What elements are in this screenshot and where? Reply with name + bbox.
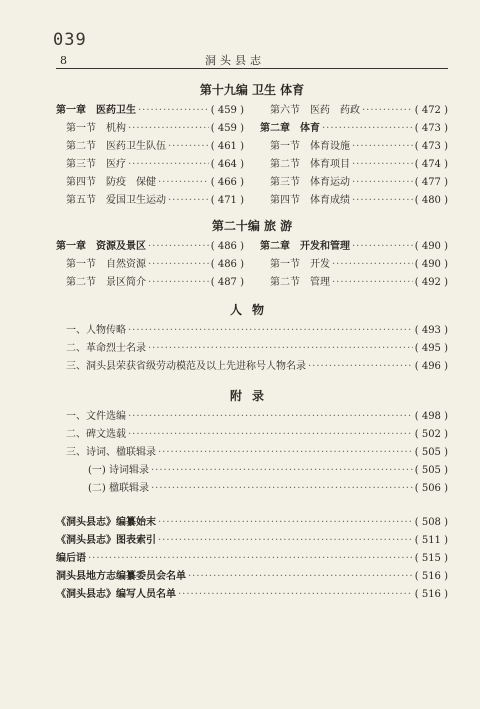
- leader-dots: [138, 102, 209, 120]
- toc-entry[interactable]: [56, 568, 448, 586]
- entry-label: 一、人物传略: [66, 325, 126, 336]
- entry-page: ( 459 ): [210, 123, 244, 134]
- entry-label: 二、革命烈士名录: [66, 343, 146, 354]
- entry-label: 第一节 机构: [66, 123, 126, 134]
- entry-label: (一) 诗词辑录: [88, 465, 149, 476]
- leader-dots: [148, 238, 209, 256]
- leader-dots: [158, 444, 413, 462]
- toc-entry[interactable]: [56, 358, 448, 376]
- toc-entry[interactable]: [260, 138, 448, 156]
- section-title-appendix: 附录: [229, 389, 274, 403]
- section-19-right: [260, 102, 448, 210]
- leader-dots: [128, 408, 413, 426]
- leader-dots: [88, 550, 413, 568]
- entry-label: 《洞头县志》编写人员名单: [56, 589, 176, 600]
- leader-dots: [158, 514, 413, 532]
- entry-label: 第二章 体育: [260, 123, 320, 134]
- entry-label: 第一章 资源及景区: [56, 241, 146, 252]
- entry-page: ( 508 ): [414, 517, 448, 528]
- entry-label: 三、洞头县荣获省级劳动模范及以上先进称号人物名录: [66, 361, 306, 372]
- toc-entry[interactable]: [56, 174, 244, 192]
- toc-entry[interactable]: [56, 120, 244, 138]
- leader-dots: [308, 358, 413, 376]
- running-title: 洞头县志: [205, 54, 265, 67]
- section-title-19: 第十九编 卫生 体育: [199, 83, 305, 97]
- entry-page: ( 486 ): [210, 241, 244, 252]
- toc-entry[interactable]: [56, 480, 448, 498]
- section-20-left: [56, 238, 244, 292]
- entry-page: ( 490 ): [414, 241, 448, 252]
- leader-dots: [178, 586, 413, 604]
- spacer: [56, 498, 448, 514]
- toc-entry[interactable]: [56, 192, 244, 210]
- entry-label: 第二节 体育项目: [270, 159, 350, 170]
- entry-label: 第六节 医药 药政: [270, 105, 360, 116]
- entry-label: 《洞头县志》编纂始末: [56, 517, 156, 528]
- entry-label: 第二节 景区简介: [66, 277, 146, 288]
- toc-entry[interactable]: [260, 120, 448, 138]
- entry-label: 第二节 医药卫生队伍: [66, 141, 166, 152]
- entry-label: 一、文件选编: [66, 411, 126, 422]
- section-19-columns: [56, 102, 448, 210]
- entry-page: ( 515 ): [414, 553, 448, 564]
- entry-page: ( 505 ): [414, 465, 448, 476]
- toc-entry[interactable]: [260, 174, 448, 192]
- section-20-columns: [56, 238, 448, 292]
- entry-page: ( 477 ): [414, 177, 448, 188]
- entry-label: 第一节 自然资源: [66, 259, 146, 270]
- toc-entry[interactable]: [56, 340, 448, 358]
- leader-dots: [148, 340, 413, 358]
- entry-page: ( 490 ): [414, 259, 448, 270]
- entry-page: ( 487 ): [210, 277, 244, 288]
- leader-dots: [148, 256, 209, 274]
- appendix-list: [56, 408, 448, 498]
- leader-dots: [332, 274, 413, 292]
- leader-dots: [352, 238, 413, 256]
- entry-page: ( 516 ): [414, 589, 448, 600]
- entry-page: ( 502 ): [414, 429, 448, 440]
- toc-entry[interactable]: [260, 274, 448, 292]
- entry-label: 第四节 体育成绩: [270, 195, 350, 206]
- toc-entry[interactable]: [56, 102, 244, 120]
- leader-dots: [332, 256, 413, 274]
- leader-dots: [352, 192, 413, 210]
- entry-label: 第一节 体育设施: [270, 141, 350, 152]
- leader-dots: [128, 426, 413, 444]
- section-title-20: 第二十编 旅 游: [211, 219, 293, 233]
- entry-page: ( 496 ): [414, 361, 448, 372]
- entry-page: ( 505 ): [414, 447, 448, 458]
- entry-label: 第四节 防疫 保健: [66, 177, 156, 188]
- entry-label: 编后语: [56, 553, 86, 564]
- toc-entry[interactable]: [56, 156, 244, 174]
- entry-page: ( 516 ): [414, 571, 448, 582]
- section-title-people: 人物: [229, 303, 274, 317]
- entry-label: 二、碑文选载: [66, 429, 126, 440]
- entry-page: ( 472 ): [414, 105, 448, 116]
- entry-label: 洞头县地方志编纂委员会名单: [56, 571, 186, 582]
- entry-page: ( 511 ): [414, 535, 448, 546]
- leader-dots: [158, 174, 209, 192]
- page-number: 8: [60, 54, 67, 67]
- toc-entry[interactable]: [260, 156, 448, 174]
- people-list: [56, 322, 448, 376]
- entry-page: ( 464 ): [210, 159, 244, 170]
- toc-entry[interactable]: [56, 444, 448, 462]
- toc-entry[interactable]: [260, 192, 448, 210]
- entry-label: 三、诗词、楹联辑录: [66, 447, 156, 458]
- entry-page: ( 473 ): [414, 123, 448, 134]
- entry-label: 第五节 爱国卫生运动: [66, 195, 166, 206]
- back-matter-list: [56, 514, 448, 604]
- entry-label: 第二章 开发和管理: [260, 241, 350, 252]
- toc-entry[interactable]: [56, 238, 244, 256]
- leader-dots: [128, 120, 209, 138]
- entry-page: ( 486 ): [210, 259, 244, 270]
- entry-label: 《洞头县志》图表索引: [56, 535, 156, 546]
- entry-page: ( 473 ): [414, 141, 448, 152]
- entry-page: ( 466 ): [210, 177, 244, 188]
- entry-label: 第一节 开发: [270, 259, 330, 270]
- toc-entry[interactable]: [260, 238, 448, 256]
- toc-entry[interactable]: [56, 586, 448, 604]
- entry-page: ( 480 ): [414, 195, 448, 206]
- leader-dots: [352, 174, 413, 192]
- toc-entry[interactable]: [56, 462, 448, 480]
- leader-dots: [148, 274, 209, 292]
- section-19-left: [56, 102, 244, 210]
- toc-content: [56, 78, 448, 604]
- leader-dots: [128, 156, 209, 174]
- leader-dots: [168, 138, 209, 156]
- entry-page: ( 459 ): [210, 105, 244, 116]
- leader-dots: [322, 120, 413, 138]
- entry-page: ( 498 ): [414, 411, 448, 422]
- toc-entry[interactable]: [56, 322, 448, 340]
- leader-dots: [352, 156, 413, 174]
- leader-dots: [168, 192, 209, 210]
- toc-entry[interactable]: [56, 532, 448, 550]
- entry-page: ( 506 ): [414, 483, 448, 494]
- entry-label: 第一章 医药卫生: [56, 105, 136, 116]
- leader-dots: [151, 462, 413, 480]
- page-stamp: 039: [53, 30, 87, 50]
- section-20-right: [260, 238, 448, 292]
- entry-page: ( 492 ): [414, 277, 448, 288]
- entry-page: ( 493 ): [414, 325, 448, 336]
- leader-dots: [158, 532, 413, 550]
- entry-label: 第三节 医疗: [66, 159, 126, 170]
- entry-page: ( 495 ): [414, 343, 448, 354]
- leader-dots: [362, 102, 413, 120]
- entry-label: (二) 楹联辑录: [88, 483, 149, 494]
- toc-entry[interactable]: [260, 102, 448, 120]
- toc-entry[interactable]: [260, 256, 448, 274]
- entry-label: 第二节 管理: [270, 277, 330, 288]
- entry-page: ( 471 ): [210, 195, 244, 206]
- entry-label: 第三节 体育运动: [270, 177, 350, 188]
- leader-dots: [352, 138, 413, 156]
- leader-dots: [188, 568, 413, 586]
- toc-entry[interactable]: [56, 274, 244, 292]
- header-rule: [56, 68, 448, 69]
- toc-entry[interactable]: [56, 514, 448, 532]
- toc-entry[interactable]: [56, 138, 244, 156]
- leader-dots: [151, 480, 413, 498]
- toc-entry[interactable]: [56, 408, 448, 426]
- toc-entry[interactable]: [56, 256, 244, 274]
- entry-page: ( 474 ): [414, 159, 448, 170]
- toc-entry[interactable]: [56, 550, 448, 568]
- leader-dots: [128, 322, 413, 340]
- toc-entry[interactable]: [56, 426, 448, 444]
- entry-page: ( 461 ): [210, 141, 244, 152]
